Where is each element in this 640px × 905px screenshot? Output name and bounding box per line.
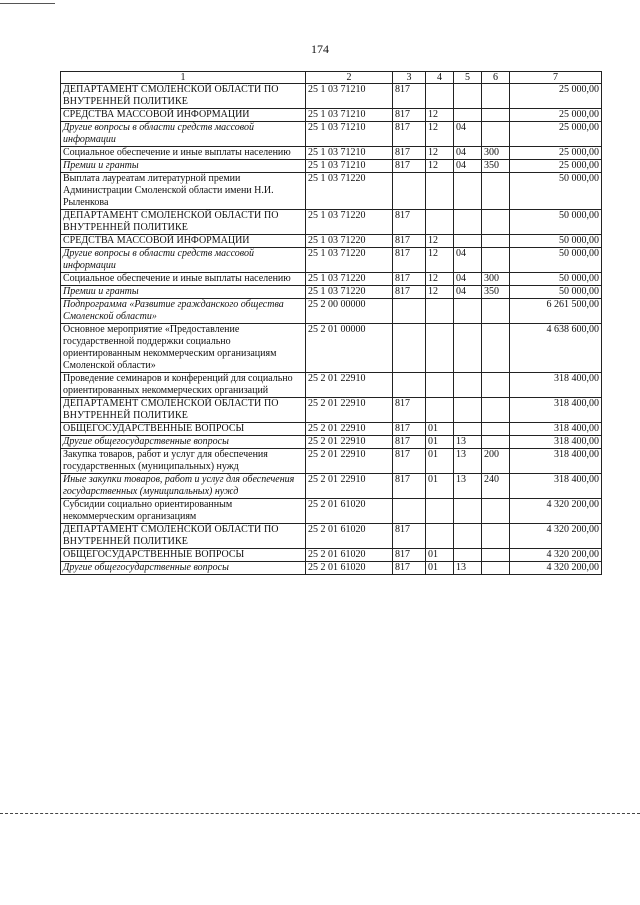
row-name: Проведение семинаров и конференций для социально ориентированных некоммерческих организаций: [61, 373, 306, 398]
row-amount: 4 638 600,00: [510, 324, 602, 373]
bottom-dashed-rule: [0, 813, 640, 814]
row-amount: 318 400,00: [510, 398, 602, 423]
table-row: [61, 173, 602, 210]
row-col3: 817: [393, 273, 426, 286]
row-col6: 300: [482, 147, 510, 160]
row-col4: 12: [426, 286, 454, 299]
row-amount: 4 320 200,00: [510, 524, 602, 549]
row-amount: 318 400,00: [510, 449, 602, 474]
row-amount: 50 000,00: [510, 210, 602, 235]
row-amount: 25 000,00: [510, 109, 602, 122]
row-name: Другие вопросы в области средств массовой информации: [61, 122, 306, 147]
row-code: 25 2 01 22910: [306, 474, 393, 499]
row-amount: 50 000,00: [510, 248, 602, 273]
row-col5: [454, 299, 482, 324]
row-col4: 01: [426, 562, 454, 575]
column-header: 1: [61, 72, 306, 84]
row-amount: 50 000,00: [510, 273, 602, 286]
row-name: Субсидии социально ориентированным некоммерческим организациям: [61, 499, 306, 524]
row-col4: 01: [426, 423, 454, 436]
row-code: 25 1 03 71210: [306, 84, 393, 109]
row-amount: 318 400,00: [510, 474, 602, 499]
row-name: Другие общегосударственные вопросы: [61, 436, 306, 449]
row-col4: 12: [426, 122, 454, 147]
row-name: Социальное обеспечение и иные выплаты населению: [61, 147, 306, 160]
row-col6: [482, 84, 510, 109]
table-row: [61, 109, 602, 122]
column-header: 6: [482, 72, 510, 84]
table-row: [61, 286, 602, 299]
row-amount: 50 000,00: [510, 235, 602, 248]
table-row: [61, 549, 602, 562]
row-col3: 817: [393, 436, 426, 449]
row-col3: 817: [393, 474, 426, 499]
row-col3: 817: [393, 84, 426, 109]
row-col6: [482, 109, 510, 122]
row-col5: [454, 373, 482, 398]
column-header: 3: [393, 72, 426, 84]
row-col3: 817: [393, 160, 426, 173]
row-code: 25 1 03 71220: [306, 210, 393, 235]
row-col3: 817: [393, 562, 426, 575]
row-col4: 12: [426, 273, 454, 286]
row-col4: 01: [426, 436, 454, 449]
table-row: [61, 373, 602, 398]
row-code: 25 1 03 71210: [306, 109, 393, 122]
table-row: [61, 210, 602, 235]
row-col6: [482, 173, 510, 210]
row-col6: [482, 398, 510, 423]
row-name: ДЕПАРТАМЕНТ СМОЛЕНСКОЙ ОБЛАСТИ ПО ВНУТРЕННЕЙ ПОЛИТИКЕ: [61, 210, 306, 235]
row-name: ДЕПАРТАМЕНТ СМОЛЕНСКОЙ ОБЛАСТИ ПО ВНУТРЕННЕЙ ПОЛИТИКЕ: [61, 524, 306, 549]
row-col6: [482, 248, 510, 273]
row-col5: 13: [454, 562, 482, 575]
row-col4: [426, 398, 454, 423]
row-col5: [454, 499, 482, 524]
row-col3: 817: [393, 524, 426, 549]
row-col6: [482, 436, 510, 449]
row-amount: 318 400,00: [510, 436, 602, 449]
row-col3: [393, 324, 426, 373]
table-row: [61, 248, 602, 273]
row-col3: 817: [393, 122, 426, 147]
row-col5: 13: [454, 436, 482, 449]
row-col4: 12: [426, 109, 454, 122]
row-col6: [482, 524, 510, 549]
table-row: [61, 273, 602, 286]
row-name: Подпрограмма «Развитие гражданского общества Смоленской области»: [61, 299, 306, 324]
page-number: 174: [311, 42, 329, 56]
row-col5: 04: [454, 248, 482, 273]
row-col4: [426, 324, 454, 373]
row-code: 25 2 00 00000: [306, 299, 393, 324]
row-col3: 817: [393, 449, 426, 474]
row-col3: [393, 499, 426, 524]
column-header: 4: [426, 72, 454, 84]
row-col6: [482, 562, 510, 575]
row-code: 25 1 03 71220: [306, 235, 393, 248]
table-row: [61, 147, 602, 160]
row-col4: [426, 173, 454, 210]
row-code: 25 2 01 22910: [306, 449, 393, 474]
row-amount: 25 000,00: [510, 147, 602, 160]
row-col5: [454, 235, 482, 248]
row-col4: 01: [426, 449, 454, 474]
row-code: 25 1 03 71210: [306, 122, 393, 147]
top-rule: [0, 3, 55, 4]
row-amount: 25 000,00: [510, 160, 602, 173]
row-col3: 817: [393, 423, 426, 436]
row-col5: [454, 549, 482, 562]
table-row: [61, 524, 602, 549]
row-col3: 817: [393, 147, 426, 160]
row-name: ДЕПАРТАМЕНТ СМОЛЕНСКОЙ ОБЛАСТИ ПО ВНУТРЕННЕЙ ПОЛИТИКЕ: [61, 398, 306, 423]
row-col6: [482, 499, 510, 524]
row-code: 25 1 03 71210: [306, 147, 393, 160]
row-col4: [426, 373, 454, 398]
row-col3: 817: [393, 235, 426, 248]
row-col3: 817: [393, 549, 426, 562]
row-amount: 50 000,00: [510, 173, 602, 210]
row-col6: [482, 210, 510, 235]
row-code: 25 2 01 22910: [306, 436, 393, 449]
table-row: [61, 436, 602, 449]
row-code: 25 1 03 71220: [306, 286, 393, 299]
row-col5: [454, 398, 482, 423]
row-code: 25 2 01 61020: [306, 524, 393, 549]
row-col3: 817: [393, 286, 426, 299]
row-col4: 12: [426, 160, 454, 173]
row-col5: 13: [454, 449, 482, 474]
row-code: 25 1 03 71210: [306, 160, 393, 173]
row-code: 25 2 01 61020: [306, 549, 393, 562]
row-col3: [393, 373, 426, 398]
row-name: ДЕПАРТАМЕНТ СМОЛЕНСКОЙ ОБЛАСТИ ПО ВНУТРЕННЕЙ ПОЛИТИКЕ: [61, 84, 306, 109]
row-name: Другие вопросы в области средств массовой информации: [61, 248, 306, 273]
row-col5: 04: [454, 273, 482, 286]
row-col6: 200: [482, 449, 510, 474]
row-col5: 04: [454, 122, 482, 147]
row-name: Другие общегосударственные вопросы: [61, 562, 306, 575]
row-col6: [482, 324, 510, 373]
row-code: 25 2 01 00000: [306, 324, 393, 373]
row-code: 25 2 01 22910: [306, 373, 393, 398]
row-amount: 4 320 200,00: [510, 562, 602, 575]
table-row: [61, 160, 602, 173]
row-code: 25 2 01 22910: [306, 398, 393, 423]
row-col5: [454, 423, 482, 436]
table-row: [61, 562, 602, 575]
table-row: [61, 324, 602, 373]
table-row: [61, 449, 602, 474]
column-header: 5: [454, 72, 482, 84]
row-amount: 4 320 200,00: [510, 549, 602, 562]
budget-table: [60, 71, 602, 575]
table-row: [61, 398, 602, 423]
row-name: Закупка товаров, работ и услуг для обеспечения государственных (муниципальных) нужд: [61, 449, 306, 474]
row-name: ОБЩЕГОСУДАРСТВЕННЫЕ ВОПРОСЫ: [61, 549, 306, 562]
row-amount: 50 000,00: [510, 286, 602, 299]
row-code: 25 2 01 61020: [306, 562, 393, 575]
row-col3: 817: [393, 398, 426, 423]
row-col4: 12: [426, 235, 454, 248]
row-code: 25 2 01 22910: [306, 423, 393, 436]
row-code: 25 2 01 61020: [306, 499, 393, 524]
row-col3: 817: [393, 248, 426, 273]
row-code: 25 1 03 71220: [306, 273, 393, 286]
row-col4: [426, 299, 454, 324]
row-col6: 350: [482, 286, 510, 299]
row-col5: 04: [454, 160, 482, 173]
row-amount: 6 261 500,00: [510, 299, 602, 324]
table-row: [61, 84, 602, 109]
row-col5: [454, 210, 482, 235]
row-col6: [482, 373, 510, 398]
table-row: [61, 299, 602, 324]
row-col5: [454, 109, 482, 122]
row-col4: [426, 524, 454, 549]
header-row: [61, 72, 602, 84]
row-name: СРЕДСТВА МАССОВОЙ ИНФОРМАЦИИ: [61, 235, 306, 248]
row-col5: 13: [454, 474, 482, 499]
row-name: Социальное обеспечение и иные выплаты населению: [61, 273, 306, 286]
row-name: СРЕДСТВА МАССОВОЙ ИНФОРМАЦИИ: [61, 109, 306, 122]
row-col5: 04: [454, 147, 482, 160]
row-col4: [426, 499, 454, 524]
row-col6: [482, 423, 510, 436]
row-col4: 01: [426, 474, 454, 499]
table-row: [61, 235, 602, 248]
row-code: 25 1 03 71220: [306, 248, 393, 273]
row-col4: 01: [426, 549, 454, 562]
row-amount: 25 000,00: [510, 122, 602, 147]
row-code: 25 1 03 71220: [306, 173, 393, 210]
row-col6: [482, 235, 510, 248]
row-name: Иные закупки товаров, работ и услуг для обеспечения государственных (муниципальных) нужд: [61, 474, 306, 499]
row-amount: 25 000,00: [510, 84, 602, 109]
row-col4: 12: [426, 248, 454, 273]
row-col5: [454, 524, 482, 549]
row-col6: 240: [482, 474, 510, 499]
table-row: [61, 423, 602, 436]
row-col3: [393, 173, 426, 210]
row-col3: 817: [393, 109, 426, 122]
row-amount: 4 320 200,00: [510, 499, 602, 524]
row-col5: 04: [454, 286, 482, 299]
row-col4: 12: [426, 147, 454, 160]
row-name: Премии и гранты: [61, 160, 306, 173]
row-col6: [482, 122, 510, 147]
row-col6: [482, 299, 510, 324]
row-name: Выплата лауреатам литературной премии Администрации Смоленской области имени Н.И. Рыленкова: [61, 173, 306, 210]
row-col6: 350: [482, 160, 510, 173]
row-col6: [482, 549, 510, 562]
row-amount: 318 400,00: [510, 373, 602, 398]
row-col3: [393, 299, 426, 324]
row-name: Премии и гранты: [61, 286, 306, 299]
row-name: Основное мероприятие «Предоставление государственной поддержки социально ориентированным некоммерческим организациям Смоленской области»: [61, 324, 306, 373]
row-col4: [426, 84, 454, 109]
row-col5: [454, 173, 482, 210]
row-col5: [454, 324, 482, 373]
table-row: [61, 122, 602, 147]
table-row: [61, 474, 602, 499]
row-amount: 318 400,00: [510, 423, 602, 436]
row-col4: [426, 210, 454, 235]
row-name: ОБЩЕГОСУДАРСТВЕННЫЕ ВОПРОСЫ: [61, 423, 306, 436]
row-col5: [454, 84, 482, 109]
row-col6: 300: [482, 273, 510, 286]
row-col3: 817: [393, 210, 426, 235]
column-header: 7: [510, 72, 602, 84]
column-header: 2: [306, 72, 393, 84]
table-row: [61, 499, 602, 524]
